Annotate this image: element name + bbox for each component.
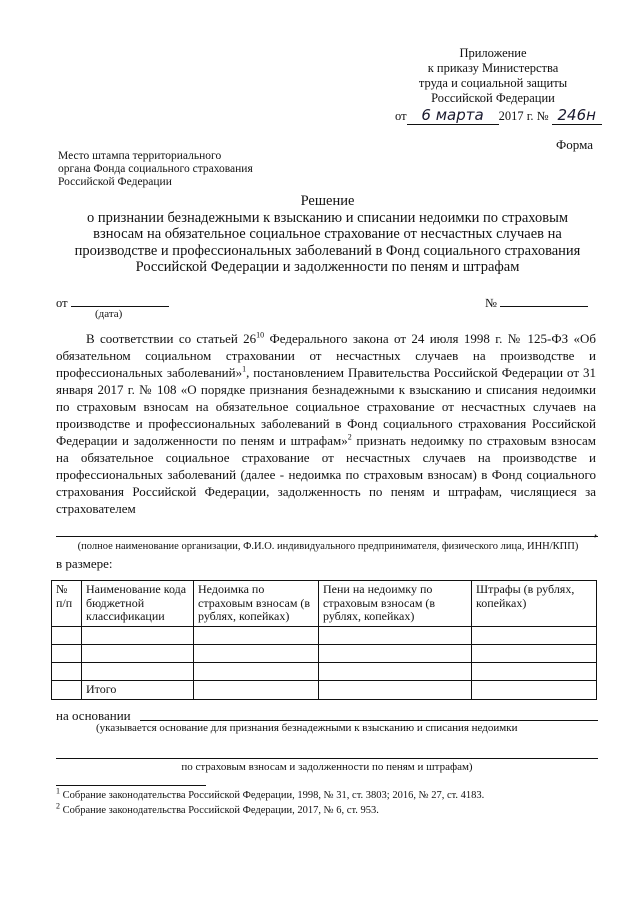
appendix-line: труда и социальной защиты <box>418 76 568 90</box>
table-row <box>52 663 597 681</box>
table-cell[interactable] <box>194 681 319 700</box>
table-cell[interactable] <box>472 681 597 700</box>
table-cell[interactable] <box>319 645 472 663</box>
table-header-cell: Штрафы (в рублях, копейках) <box>472 581 597 627</box>
table-cell[interactable] <box>52 627 82 645</box>
appendix-line: Приложение <box>459 46 527 60</box>
table-cell[interactable] <box>472 627 597 645</box>
number-field <box>485 294 588 311</box>
footnote-number: 1 <box>56 786 60 796</box>
table-header-cell: Наименование кода бюджетной классификации <box>82 581 194 627</box>
footnote-number: 2 <box>56 801 60 811</box>
document-title <box>40 193 615 276</box>
table-cell[interactable] <box>82 627 194 645</box>
table-row <box>52 645 597 663</box>
table-cell[interactable] <box>319 663 472 681</box>
stamp-placeholder <box>58 150 308 189</box>
body-text: , постановлением Правительства Российской Федерации от 31 января 2017 г. № 108 «О порядке признания безнадежными к взысканию и списания недоимки по страховым взносам на обязательное социальное страхование от несчастных случаев на производстве и профессиональных заболеваний в Фонд социального страхования Российской Федерации и задолженности по пеням и штрафам» <box>56 365 596 448</box>
table-cell <box>52 681 82 700</box>
footnote-text: Собрание законодательства Российской Федерации, 2017, № 6, ст. 953. <box>62 805 379 816</box>
basis-label: на основании <box>56 708 131 723</box>
body-text: признать недоимку по страховым взносам на обязательное социальное страхование от несчастных случаев на производстве и профессиональных заболеваний (далее - недоимка по страховым взносам) в Фонд социального страхования Российской Федерации, задолженность по пеням и штрафам, числящиеся за страхователем <box>56 433 596 516</box>
table-cell[interactable] <box>52 663 82 681</box>
title-line: о признании безнадежными к взысканию и списании недоимки по страховым <box>86 209 569 226</box>
basis-hint-2: по страховым взносам и задолженности по пеням и штрафам) <box>181 761 473 773</box>
footnote-ref: 1 <box>242 364 247 374</box>
stamp-line: Место штампа территориального <box>58 150 222 162</box>
table-row <box>52 627 597 645</box>
order-number-prefix: № <box>536 109 549 123</box>
stamp-line: органа Фонда социального страхования <box>58 163 253 175</box>
basis-blank-2[interactable] <box>56 758 598 759</box>
title-line: Российской Федерации и задолженности по пеням и штрафам <box>135 259 520 275</box>
table-header-row <box>52 581 597 627</box>
table-header-cell: Пени на недоимку по страховым взносам (в рублях, копейках) <box>319 581 472 627</box>
table-total-row <box>52 681 597 700</box>
footnote-text: Собрание законодательства Российской Федерации, 1998, № 31, ст. 3803; 2016, № 27, ст. 4183. <box>62 790 485 801</box>
table-cell[interactable] <box>472 645 597 663</box>
amount-label: в размере: <box>56 556 113 571</box>
org-comma: , <box>594 524 598 539</box>
footnote-ref: 10 <box>256 330 265 340</box>
amounts-table <box>51 580 597 700</box>
table-cell[interactable] <box>319 627 472 645</box>
footnote <box>56 801 379 816</box>
order-reference <box>395 106 602 125</box>
table-cell[interactable] <box>194 645 319 663</box>
date-label: (дата) <box>95 308 123 320</box>
table-cell[interactable] <box>82 645 194 663</box>
footnote <box>56 786 485 801</box>
title-line: взносам на обязательное социальное страхование от несчастных случаев на <box>93 226 562 242</box>
organization-blank[interactable] <box>56 536 598 537</box>
number-blank[interactable] <box>500 294 588 307</box>
date-prefix: от <box>56 296 68 310</box>
form-label: Форма <box>556 137 593 152</box>
footnote-divider <box>56 785 206 786</box>
table-cell[interactable] <box>194 663 319 681</box>
footnote-ref: 2 <box>347 432 352 442</box>
basis-hint: (указывается основание для признания безнадежными к взысканию и списания недоимки <box>96 722 518 734</box>
order-number-handwritten: 246н <box>552 106 602 125</box>
table-header-cell: Недоимка по страховым взносам (в рублях, копейках) <box>194 581 319 627</box>
table-cell[interactable] <box>194 627 319 645</box>
number-sign: № <box>485 296 497 310</box>
appendix-block <box>388 46 598 106</box>
stamp-line: Российской Федерации <box>58 176 172 188</box>
appendix-line: Российской Федерации <box>431 91 555 105</box>
basis-blank[interactable] <box>140 720 598 721</box>
table-cell[interactable] <box>472 663 597 681</box>
decision-body <box>56 330 596 517</box>
order-prefix: от <box>395 109 407 123</box>
total-label: Итого <box>82 681 194 700</box>
title-line: производстве и профессиональных заболеваний в Фонд социального страхования <box>74 242 581 259</box>
title-heading: Решение <box>300 193 355 209</box>
order-year: 2017 г. <box>498 109 534 123</box>
table-cell[interactable] <box>52 645 82 663</box>
order-date-handwritten: 6 марта <box>407 106 499 125</box>
body-text: Федерального закона от 24 июля 1998 г. № 125-ФЗ «Об обязательном социальном страховании от несчастных случаев на производстве и профессиональных заболеваний» <box>56 331 597 380</box>
organization-hint: (полное наименование организации, Ф.И.О. индивидуального предпринимателя, физического лица, ИНН/КПП) <box>77 541 579 552</box>
date-blank[interactable] <box>71 294 169 307</box>
table-cell[interactable] <box>82 663 194 681</box>
body-text: В соответствии со статьей 26 <box>86 331 257 346</box>
appendix-line: к приказу Министерства <box>427 61 559 75</box>
table-cell[interactable] <box>319 681 472 700</box>
table-header-cell: № п/п <box>52 581 82 627</box>
